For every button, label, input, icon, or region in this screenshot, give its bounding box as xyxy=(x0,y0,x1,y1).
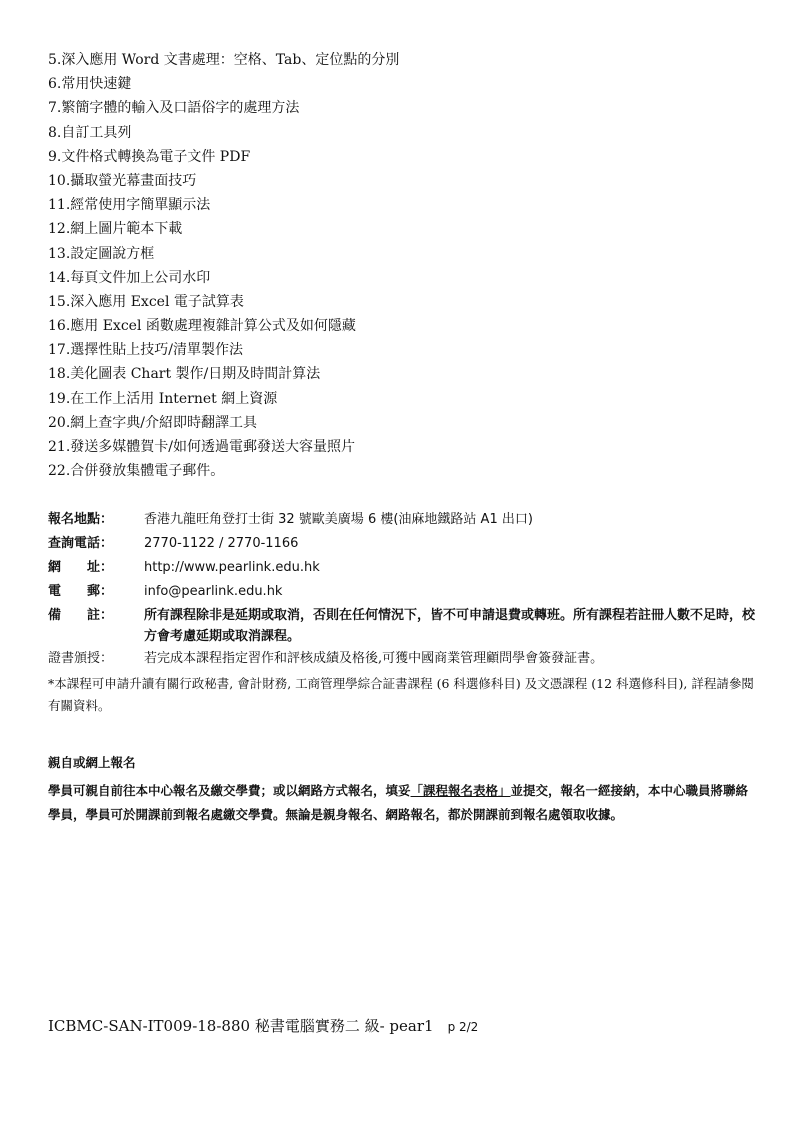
remark-label: 備 註： xyxy=(48,608,114,623)
email-link[interactable]: info@pearlink.edu.hk xyxy=(144,584,283,599)
course-topic-item: 20.網上查字典/介紹即時翻譯工具 xyxy=(48,414,257,431)
website-row xyxy=(48,556,760,580)
page-number: p 2/2 xyxy=(447,1020,479,1034)
email-label: 電 郵： xyxy=(48,584,114,599)
course-topic-item: 21.發送多媒體賀卡/如何透過電郵發送大容量照片 xyxy=(48,439,355,455)
phone-label: 查詢電話： xyxy=(48,536,114,551)
course-topic-item: 17.選擇性貼上技巧/清單製作法 xyxy=(48,342,243,359)
course-topic-item: 13.設定圖說方框 xyxy=(48,245,155,262)
course-topic-item: 12.網上圖片範本下載 xyxy=(48,221,183,238)
course-topic-item: 6.常用快速鍵 xyxy=(48,76,132,93)
address-value: 香港九龍旺角登打士街 32 號歐美廣場 6 樓(油麻地鐵路站 A1 出口) xyxy=(144,512,533,527)
enrollment-info xyxy=(48,508,760,717)
enrollment-body-details: 並提交，報名一經接納，本中心職員將聯絡學員，學員可於開課前到報名處繳交學費。無論是親身報名、網路報名，都於開課前到報名處領取收據。 xyxy=(48,783,749,822)
course-topic-item: 9.文件格式轉換為電子文件 PDF xyxy=(48,148,251,165)
enrollment-heading: 親自或網上報名 xyxy=(48,755,136,770)
course-topic-item: 8.自訂工具列 xyxy=(48,124,132,141)
course-progression-note: *本課程可申請升讀有關行政秘書, 會計財務, 工商管理學綜合証書課程 (6 科選修科目) 及文憑課程 (12 科選修科目), 詳程請參閱有關資料。 xyxy=(48,676,754,713)
course-topic-item: 19.在工作上活用 Internet 網上資源 xyxy=(48,390,278,407)
course-topic-item: 15.深入應用 Excel 電子試算表 xyxy=(48,293,244,310)
enrollment-body xyxy=(48,779,760,827)
remark-row xyxy=(48,604,760,647)
phone-value: 2770-1122 / 2770-1166 xyxy=(144,536,299,551)
email-row xyxy=(48,580,760,604)
website-label: 網 址： xyxy=(48,560,114,575)
registration-form-link[interactable]: 「課程報名表格」 xyxy=(410,783,511,798)
course-topic-item: 11.經常使用字簡單顯示法 xyxy=(48,197,211,214)
enrollment-body-intro: 學員可親自前往本中心報名及繳交學費；或以網路方式報名，填妥 xyxy=(48,783,411,798)
course-topic-item: 18.美化圖表 Chart 製作/日期及時間計算法 xyxy=(48,366,321,383)
course-topic-item: 14.每頁文件加上公司水印 xyxy=(48,269,211,286)
document-code: ICBMC-SAN-IT009-18-880 秘書電腦實務二 級- pear1 xyxy=(48,1017,434,1035)
certificate-row xyxy=(48,647,760,671)
phone-row xyxy=(48,532,760,556)
certificate-label: 證書頒授： xyxy=(48,651,114,666)
course-topic-list xyxy=(48,48,748,483)
course-topic-item: 7.繁簡字體的輸入及口語俗字的處理方法 xyxy=(48,100,300,117)
address-label: 報名地點： xyxy=(48,512,114,527)
course-topic-item: 5.深入應用 Word 文書處理：空格、Tab、定位點的分別 xyxy=(48,52,400,68)
enrollment-method-section xyxy=(48,751,760,827)
course-topic-item: 16.應用 Excel 函數處理複雜計算公式及如何隱藏 xyxy=(48,318,356,335)
course-topic-item: 10.攝取螢光幕畫面技巧 xyxy=(48,172,197,189)
page-footer xyxy=(48,1015,478,1036)
address-row xyxy=(48,508,760,532)
remark-value: 所有課程除非是延期或取消，否則在任何情況下，皆不可申請退費或轉班。所有課程若註冊人數不足時，校方會考慮延期或取消課程。 xyxy=(144,608,756,644)
course-topic-item: 22.合併發放集體電子郵件。 xyxy=(48,463,225,480)
certificate-value: 若完成本課程指定習作和評核成績及格後,可獲中國商業管理顧問學會簽發証書。 xyxy=(144,651,604,666)
website-link[interactable]: http://www.pearlink.edu.hk xyxy=(144,560,320,575)
